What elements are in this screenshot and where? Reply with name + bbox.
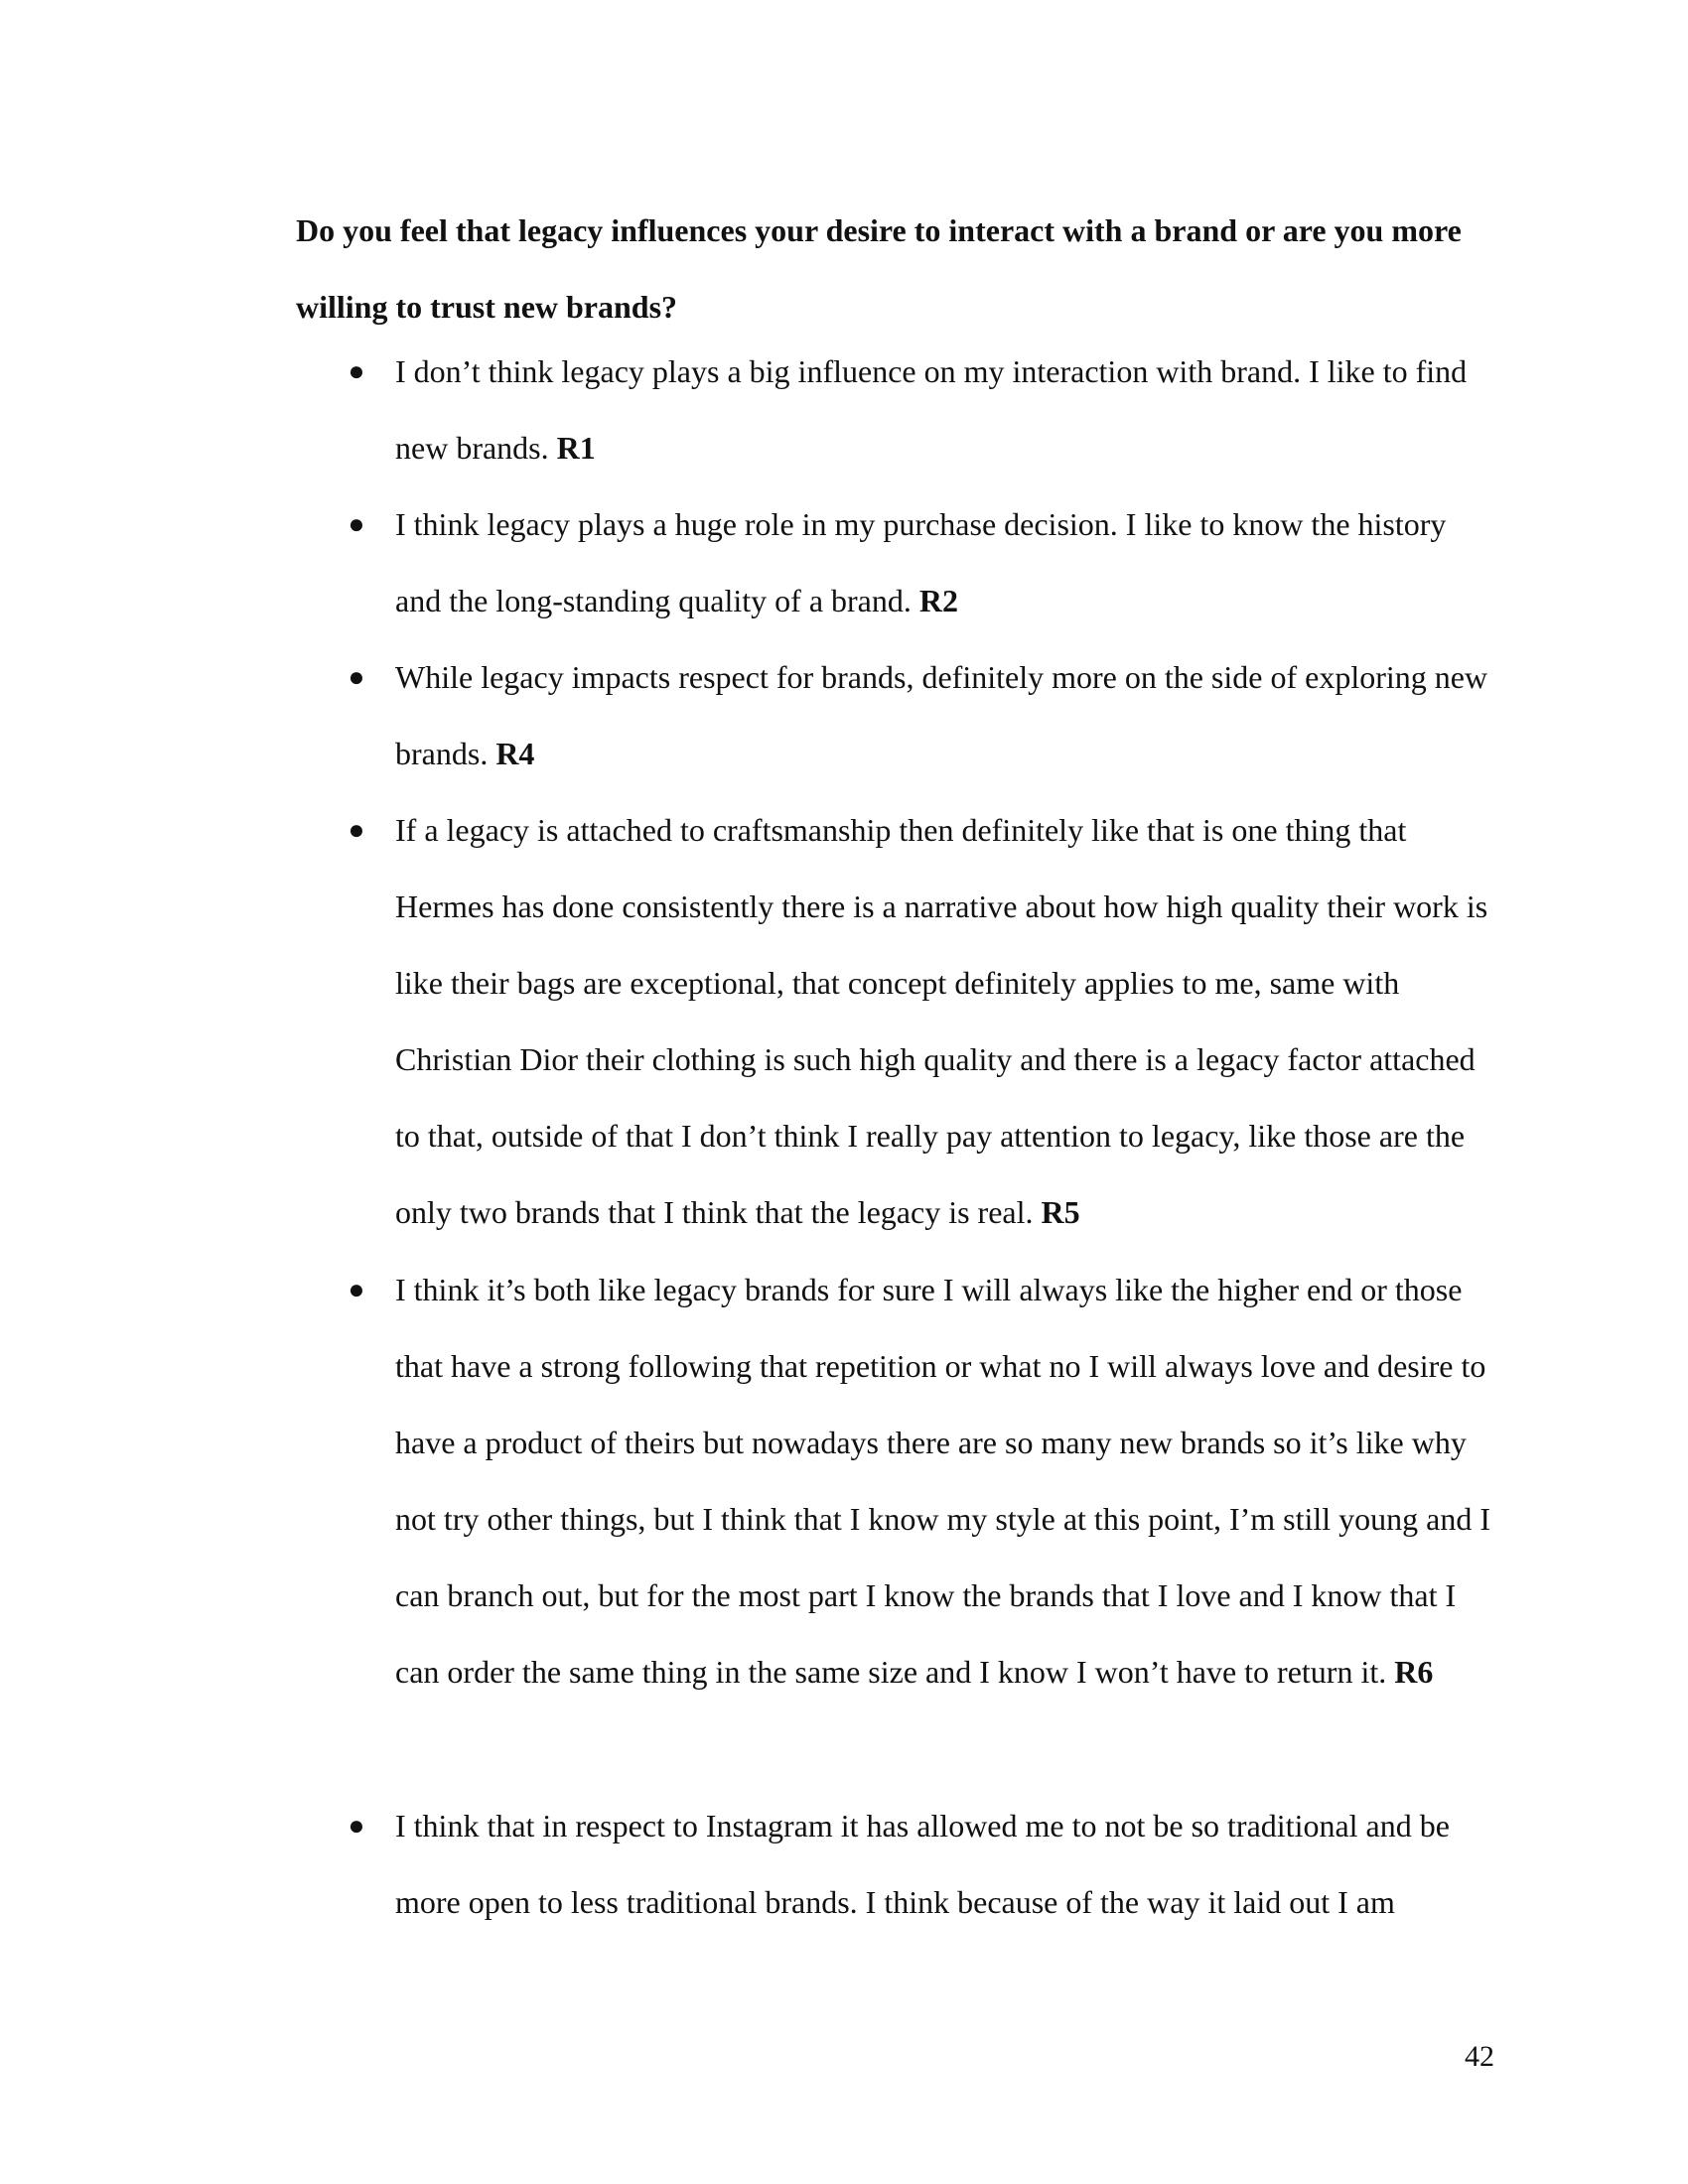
- bullet-icon: ●: [348, 356, 365, 387]
- response-text: [395, 1252, 1497, 1710]
- respondent-code: R1: [556, 430, 596, 466]
- response-text: [395, 334, 1497, 486]
- bullet-icon: ●: [348, 662, 365, 693]
- respondent-code: R2: [918, 583, 958, 618]
- response-body: I think that in respect to Instagram it has allowed me to not be so traditional and be more open to less traditional brands. I think because of the way it laid out I am: [395, 1808, 1450, 1920]
- response-body: While legacy impacts respect for brands, definitely more on the side of exploring new brands.: [395, 659, 1488, 771]
- response-body: If a legacy is attached to craftsmanship then definitely like that is one thing that Hermes has done consistently there is a narrative about how high quality their work is like their bags are exceptional, that concept definitely applies to me, same with Christian Dior their clothing is such high quality and there is a legacy factor attached to that, outside of that I don’t think I really pay attention to legacy, like those are the only two brands that I think that the legacy is real.: [395, 812, 1488, 1230]
- response-body: I don’t think legacy plays a big influence on my interaction with brand. I like to find new brands.: [395, 353, 1468, 466]
- response-text: [395, 792, 1497, 1251]
- bullet-icon: ●: [348, 1811, 365, 1842]
- page-number: 42: [1465, 2040, 1494, 2073]
- respondent-code: R5: [1041, 1194, 1080, 1230]
- bullet-icon: ●: [348, 815, 365, 846]
- response-text: [395, 486, 1497, 639]
- respondent-code: R6: [1394, 1654, 1434, 1690]
- response-body: I think it’s both like legacy brands for sure I will always like the higher end or those that have a strong following that repetition or what no I will always love and desire to have a product of theirs but nowadays there are so many new brands so it’s like why not try other things, but I think that I know my style at this point, I’m still young and I can branch out, but for the most part I know the brands that I love and I know that I can order the same thing in the same size and I know I won’t have to return it.: [395, 1272, 1491, 1690]
- response-text: [395, 1788, 1497, 1941]
- bullet-icon: ●: [348, 1275, 365, 1305]
- response-text: [395, 639, 1497, 792]
- question-heading: Do you feel that legacy influences your desire to interact with a brand or are you more willing to trust new brands?: [296, 212, 1462, 325]
- response-body: I think legacy plays a huge role in my purchase decision. I like to know the history and the long-standing quality of a brand.: [395, 506, 1447, 618]
- bullet-icon: ●: [348, 509, 365, 540]
- respondent-code: R4: [495, 736, 535, 771]
